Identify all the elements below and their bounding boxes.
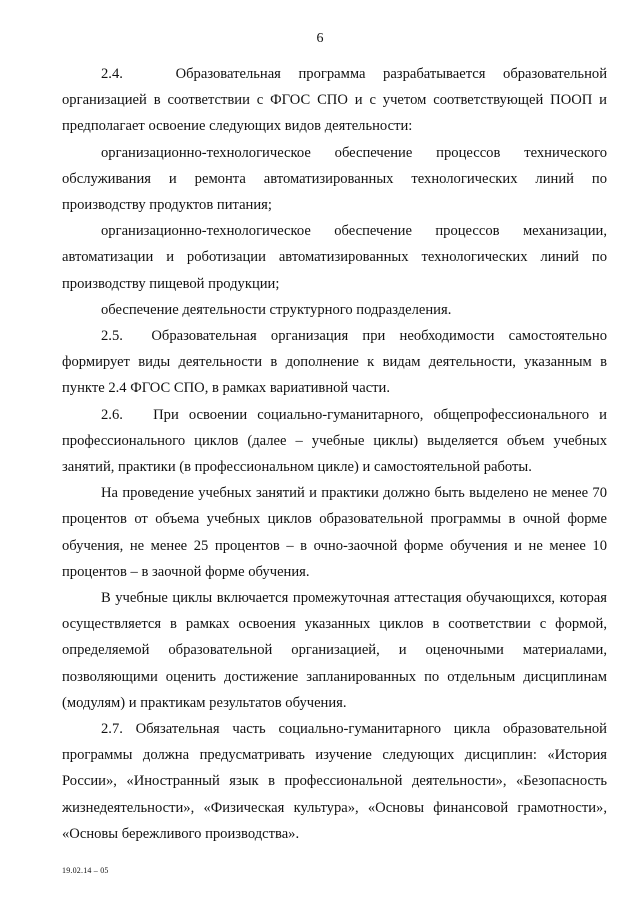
page-number: 6 [316, 31, 324, 46]
paragraph-attestation: В учебные циклы включается промежуточная аттестация обучающихся, которая осуществляется в рамках освоения указанных циклов в соответствии с формой, определяемой образовательной организацией, и оценочными материалами, позволяющими оценить достижение запланированных по отдельным дисциплинам (модулям) и практикам результатов обучения. [62, 590, 607, 711]
paragraph-2-4: 2.4. Образовательная программа разрабатывается образовательной организацией в соответствии с ФГОС СПО и с учетом соответствующей ПООП и предполагает освоение следующих видов деятельности: [62, 66, 607, 135]
footer-code: 19.02.14 – 05 [62, 866, 109, 875]
paragraph-2-6: 2.6. При освоении социально-гуманитарного, общепрофессионального и профессионального циклов (далее – учебные циклы) выделяется объем учебных занятий, практики (в профессиональном цикле) и самостоятельной работы. [62, 406, 607, 476]
paragraph-2-7: 2.7. Обязательная часть социально-гуманитарного цикла образовательной программы должна предусматривать изучение следующих дисциплин: «История России», «Иностранный язык в профессиональной деятельности», «Безопасность жизнедеятельности», «Физическая культура», «Основы финансовой грамотности», «Основы бережливого производства». [62, 721, 607, 842]
activity-item-maintenance: организационно-технологическое обеспечение процессов технического обслуживания и ремонта автоматизированных технологических линий по производству продуктов питания; [62, 144, 607, 214]
document-body [62, 61, 607, 847]
paragraph-2-5: 2.5. Образовательная организация при необходимости самостоятельно формирует виды деятельности в дополнение к видам деятельности, указанным в пункте 2.4 ФГОС СПО, в рамках вариативной части. [62, 328, 607, 397]
activity-item-mechanization: организационно-технологическое обеспечение процессов механизации, автоматизации и роботизации автоматизированных технологических линий по производству пищевой продукции; [62, 223, 607, 292]
paragraph-study-hours: На проведение учебных занятий и практики должно быть выделено не менее 70 процентов от объема учебных циклов образовательной программы в очной форме обучения, не менее 25 процентов – в очно-заочной форме обучения и не менее 10 процентов – в заочной форме обучения. [62, 485, 607, 580]
activity-item-department: обеспечение деятельности структурного подразделения. [101, 301, 452, 318]
